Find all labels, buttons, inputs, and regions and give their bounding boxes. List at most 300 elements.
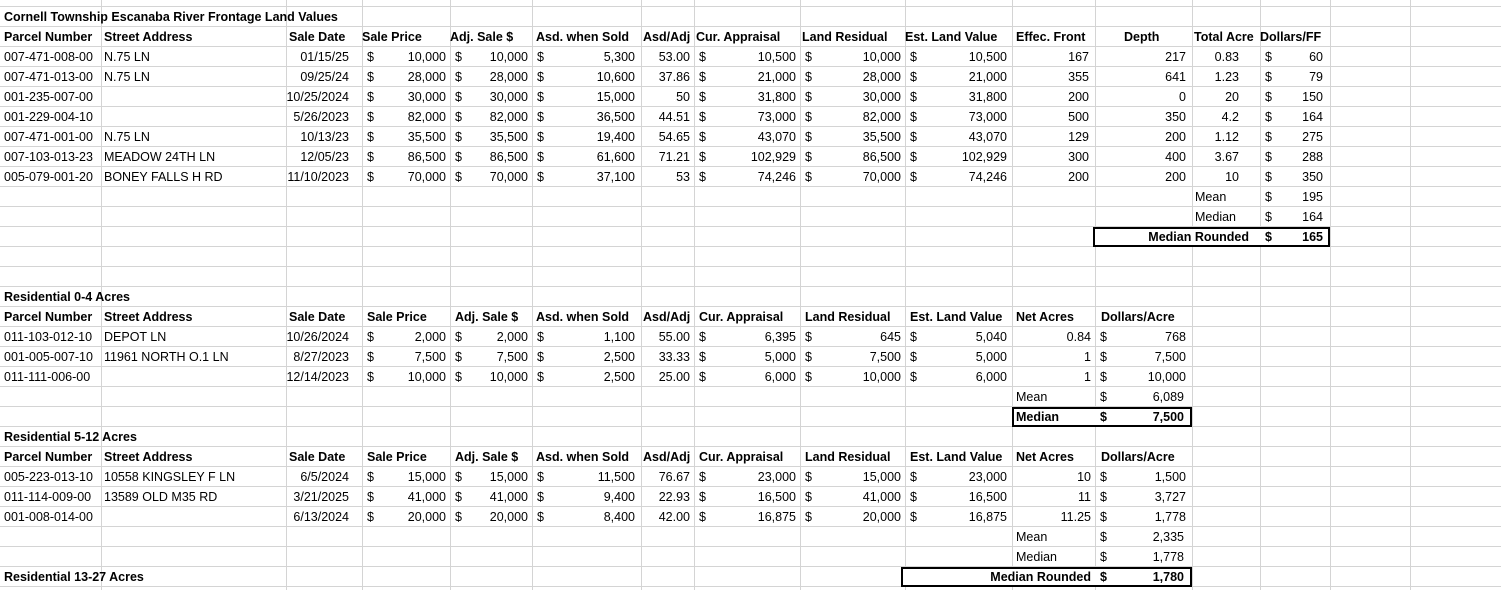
table-cell[interactable]: 23,000 [968,470,1007,484]
currency-symbol: $ [699,50,706,64]
table-cell[interactable]: 7,500 [414,350,446,364]
column-gridline [362,0,363,590]
table-cell[interactable]: 12/05/23 [300,150,349,164]
table-cell[interactable]: 61,600 [596,150,635,164]
row-gridline [0,546,1501,547]
table-cell[interactable]: 11961 NORTH O.1 LN [104,350,229,364]
table-cell[interactable]: 9,400 [603,490,635,504]
table-cell[interactable]: 71.21 [658,150,690,164]
table-cell[interactable]: 21,000 [968,70,1007,84]
table-cell[interactable]: 10,000 [862,50,901,64]
table-cell[interactable]: 35,500 [407,130,446,144]
table-cell[interactable]: 10,000 [407,370,446,384]
table-cell[interactable]: 10,000 [407,50,446,64]
table-cell[interactable]: 3.67 [1214,150,1239,164]
median-label: Median [1016,410,1060,424]
table-cell[interactable]: 641 [1165,70,1186,84]
column-header: Asd/Adj [643,310,691,324]
table-cell[interactable] [104,107,284,127]
table-cell[interactable]: 1,778 [1154,510,1186,524]
table-cell[interactable]: 10,000 [1147,370,1186,384]
column-gridline [694,0,695,590]
column-header: Adj. Sale $ [450,30,514,44]
currency-symbol: $ [367,370,374,384]
currency-symbol: $ [537,330,544,344]
column-header: Parcel Number [4,450,93,464]
median-label: Median [1195,210,1236,224]
column-header: Adj. Sale $ [455,450,519,464]
table-cell[interactable]: 200 [1068,90,1089,104]
currency-symbol: $ [805,490,812,504]
currency-symbol: $ [1100,510,1107,524]
table-cell[interactable]: 41,000 [862,490,901,504]
table-cell[interactable]: 6/13/2024 [293,510,349,524]
currency-symbol: $ [910,170,917,184]
table-cell[interactable]: 005-223-013-10 [4,470,93,484]
currency-symbol: $ [910,370,917,384]
table-cell[interactable]: 164 [1302,110,1323,124]
column-header: Cur. Appraisal [699,450,784,464]
table-cell[interactable]: 37,100 [596,170,635,184]
table-cell[interactable]: 007-471-013-00 [4,70,93,84]
currency-symbol: $ [1265,210,1272,224]
currency-symbol: $ [699,330,706,344]
table-cell[interactable]: 20,000 [407,510,446,524]
currency-symbol: $ [910,330,917,344]
table-cell[interactable]: 10,000 [489,370,528,384]
column-header: Est. Land Value [905,30,998,44]
median-value: 1,778 [1152,550,1184,564]
currency-symbol: $ [455,510,462,524]
currency-symbol: $ [1265,90,1272,104]
table-cell[interactable]: 55.00 [658,330,690,344]
column-header: Depth [1124,30,1160,44]
currency-symbol: $ [455,370,462,384]
table-cell[interactable]: 167 [1068,50,1089,64]
currency-symbol: $ [1100,570,1107,584]
currency-symbol: $ [367,350,374,364]
table-cell[interactable]: 217 [1165,50,1186,64]
table-cell[interactable]: 53 [676,170,690,184]
table-cell[interactable]: 001-005-007-10 [4,350,93,364]
mean-value: 2,335 [1152,530,1184,544]
table-cell[interactable]: 86,500 [407,150,446,164]
column-gridline [800,0,801,590]
table-cell[interactable]: 001-008-014-00 [4,510,93,524]
currency-symbol: $ [1100,470,1107,484]
column-header: Asd/Adj [643,30,691,44]
row-gridline [0,286,1501,287]
table-cell[interactable]: 10/25/2024 [286,90,349,104]
currency-symbol: $ [367,70,374,84]
table-cell[interactable]: 1.23 [1214,70,1239,84]
table-cell[interactable]: 70,000 [407,170,446,184]
currency-symbol: $ [1265,50,1272,64]
table-cell[interactable]: 09/25/24 [300,70,349,84]
median-rounded-label: Median Rounded [990,570,1091,584]
column-header: Asd/Adj [643,450,691,464]
table-cell[interactable]: 3,727 [1154,490,1186,504]
table-cell[interactable]: 0.83 [1214,50,1239,64]
table-cell[interactable]: 6,395 [764,330,796,344]
table-cell[interactable]: 011-103-012-10 [4,330,93,344]
table-cell[interactable]: 15,000 [489,470,528,484]
table-cell[interactable]: 3/21/2025 [293,490,349,504]
table-cell[interactable]: 16,500 [757,490,796,504]
column-header: Street Address [104,30,193,44]
column-gridline [1260,0,1261,590]
table-cell[interactable]: 8/27/2023 [293,350,349,364]
section-title: Residential 13-27 Acres [4,570,144,584]
table-cell[interactable]: 33.33 [658,350,690,364]
table-cell[interactable]: 35,500 [489,130,528,144]
currency-symbol: $ [805,330,812,344]
table-cell[interactable]: 2,000 [414,330,446,344]
table-cell[interactable]: 60 [1309,50,1323,64]
table-cell[interactable]: 20 [1225,90,1239,104]
table-cell[interactable]: 011-111-006-00 [4,370,91,384]
table-cell[interactable]: 10,600 [596,70,635,84]
table-cell[interactable]: 19,400 [596,130,635,144]
table-cell[interactable]: 86,500 [862,150,901,164]
table-cell[interactable]: 20,000 [862,510,901,524]
table-cell[interactable]: 1,500 [1154,470,1186,484]
currency-symbol: $ [367,330,374,344]
table-cell[interactable]: 6,000 [975,370,1007,384]
column-gridline [1330,0,1331,590]
currency-symbol: $ [367,150,374,164]
table-cell[interactable]: 44.51 [658,110,690,124]
currency-symbol: $ [367,90,374,104]
column-header: Dollars/FF [1260,30,1322,44]
table-cell[interactable] [104,367,284,387]
currency-symbol: $ [699,130,706,144]
table-cell[interactable]: BONEY FALLS H RD [104,170,223,184]
table-cell[interactable]: 007-471-001-00 [4,130,93,144]
table-cell[interactable]: 10558 KINGSLEY F LN [104,470,236,484]
table-cell[interactable]: 129 [1068,130,1089,144]
currency-symbol: $ [1100,330,1107,344]
table-cell[interactable]: 0.84 [1066,330,1091,344]
table-cell[interactable]: 8,400 [603,510,635,524]
table-cell[interactable]: 150 [1302,90,1323,104]
currency-symbol: $ [699,150,706,164]
currency-symbol: $ [910,510,917,524]
table-cell[interactable] [104,507,284,527]
median-rounded-value: 165 [1302,230,1323,244]
currency-symbol: $ [455,130,462,144]
row-gridline [0,266,1501,267]
table-cell[interactable]: 1.12 [1214,130,1239,144]
table-cell[interactable]: 6/5/2024 [300,470,349,484]
table-cell[interactable]: 10,000 [862,370,901,384]
currency-symbol: $ [537,110,544,124]
currency-symbol: $ [910,50,917,64]
table-cell[interactable]: 86,500 [489,150,528,164]
table-cell[interactable]: 31,800 [968,90,1007,104]
currency-symbol: $ [537,90,544,104]
column-header: Total Acre [1194,30,1254,44]
currency-symbol: $ [805,50,812,64]
currency-symbol: $ [699,370,706,384]
currency-symbol: $ [1265,130,1272,144]
column-header: Net Acres [1016,310,1074,324]
table-cell[interactable]: N.75 LN [104,130,150,144]
table-cell[interactable]: 23,000 [757,470,796,484]
table-cell[interactable]: 7,500 [869,350,901,364]
currency-symbol: $ [805,90,812,104]
column-header: Dollars/Acre [1101,310,1175,324]
mean-value: 6,089 [1152,390,1184,404]
table-cell[interactable]: 200 [1068,170,1089,184]
median-value: 164 [1302,210,1323,224]
table-cell[interactable]: 76.67 [658,470,690,484]
table-cell[interactable]: 20,000 [489,510,528,524]
table-cell[interactable]: 79 [1309,70,1323,84]
currency-symbol: $ [1100,350,1107,364]
currency-symbol: $ [910,470,917,484]
currency-symbol: $ [805,510,812,524]
table-cell[interactable]: 102,929 [750,150,796,164]
column-header: Asd. when Sold [536,450,630,464]
table-cell[interactable]: 50 [676,90,690,104]
table-cell[interactable]: 16,875 [757,510,796,524]
table-cell[interactable]: 12/14/2023 [286,370,349,384]
currency-symbol: $ [367,130,374,144]
currency-symbol: $ [1265,230,1272,244]
table-cell[interactable]: 10 [1225,170,1239,184]
mean-value: 195 [1302,190,1323,204]
currency-symbol: $ [1100,530,1107,544]
currency-symbol: $ [537,370,544,384]
column-header: Asd. when Sold [536,310,630,324]
currency-symbol: $ [537,170,544,184]
table-cell[interactable]: 500 [1068,110,1089,124]
table-cell[interactable]: 10/26/2024 [286,330,349,344]
currency-symbol: $ [699,510,706,524]
currency-symbol: $ [805,170,812,184]
table-cell[interactable]: 007-471-008-00 [4,50,93,64]
currency-symbol: $ [699,170,706,184]
table-cell[interactable]: 007-103-013-23 [4,150,93,164]
table-cell[interactable]: 011-114-009-00 [4,490,92,504]
table-cell[interactable]: 13589 OLD M35 RD [104,490,218,504]
currency-symbol: $ [367,490,374,504]
currency-symbol: $ [455,170,462,184]
table-cell[interactable]: 400 [1165,150,1186,164]
table-cell[interactable]: 43,070 [968,130,1007,144]
mean-label: Mean [1195,190,1227,204]
currency-symbol: $ [1265,170,1272,184]
currency-symbol: $ [910,90,917,104]
table-cell[interactable]: 74,246 [757,170,796,184]
table-cell[interactable]: 2,500 [603,370,635,384]
currency-symbol: $ [537,510,544,524]
table-cell[interactable]: N.75 LN [104,50,150,64]
column-header: Sale Date [289,310,346,324]
table-cell[interactable]: 42.00 [658,510,690,524]
table-cell[interactable]: 43,070 [757,130,796,144]
currency-symbol: $ [805,350,812,364]
table-cell[interactable]: 355 [1068,70,1089,84]
table-cell[interactable]: 1 [1084,370,1091,384]
table-cell[interactable]: 30,000 [407,90,446,104]
table-cell[interactable]: 82,000 [862,110,901,124]
currency-symbol: $ [367,510,374,524]
table-cell[interactable]: 11/10/2023 [287,170,349,184]
table-cell[interactable]: 15,000 [862,470,901,484]
currency-symbol: $ [537,350,544,364]
currency-symbol: $ [910,350,917,364]
column-header: Land Residual [802,30,888,44]
mean-label: Mean [1016,390,1048,404]
table-cell[interactable]: 1 [1084,350,1091,364]
table-cell[interactable]: 001-229-004-10 [4,110,93,124]
table-cell[interactable]: 5,040 [975,330,1007,344]
table-cell[interactable]: 25.00 [658,370,690,384]
currency-symbol: $ [455,70,462,84]
table-cell[interactable]: 53.00 [658,50,690,64]
currency-symbol: $ [1265,70,1272,84]
currency-symbol: $ [699,70,706,84]
currency-symbol: $ [1100,370,1107,384]
table-cell[interactable]: 11.25 [1060,510,1091,524]
table-cell[interactable]: 10,500 [757,50,796,64]
table-cell[interactable]: 768 [1165,330,1186,344]
table-cell[interactable]: 16,875 [968,510,1007,524]
table-cell[interactable]: 275 [1302,130,1323,144]
column-header: Dollars/Acre [1101,450,1175,464]
table-cell[interactable]: 350 [1302,170,1323,184]
table-cell[interactable]: 82,000 [489,110,528,124]
table-cell[interactable]: 28,000 [862,70,901,84]
table-cell[interactable]: 5/26/2023 [293,110,349,124]
column-header: Parcel Number [4,30,93,44]
table-cell[interactable]: 73,000 [757,110,796,124]
currency-symbol: $ [1265,150,1272,164]
table-cell[interactable]: 35,500 [862,130,901,144]
table-cell[interactable]: 31,800 [757,90,796,104]
table-cell[interactable]: 30,000 [862,90,901,104]
table-cell[interactable]: N.75 LN [104,70,150,84]
table-cell[interactable]: 21,000 [757,70,796,84]
table-cell[interactable]: 10,000 [489,50,528,64]
column-header: Sale Price [367,450,427,464]
currency-symbol: $ [699,490,706,504]
column-header: Sale Price [367,310,427,324]
table-cell[interactable]: DEPOT LN [104,330,167,344]
table-cell[interactable]: 10 [1077,470,1091,484]
table-cell[interactable]: 70,000 [862,170,901,184]
table-cell[interactable]: 6,000 [764,370,796,384]
table-cell[interactable]: 01/15/25 [300,50,349,64]
row-gridline [0,586,1501,587]
table-cell[interactable]: 4.2 [1221,110,1239,124]
table-cell[interactable]: 200 [1165,130,1186,144]
table-cell[interactable]: 288 [1302,150,1323,164]
table-cell[interactable]: 7,500 [1154,350,1186,364]
table-cell[interactable]: MEADOW 24TH LN [104,150,216,164]
table-cell[interactable]: 15,000 [407,470,446,484]
column-header: Street Address [104,310,193,324]
table-cell[interactable]: 28,000 [489,70,528,84]
table-cell[interactable]: 300 [1068,150,1089,164]
median-value: 7,500 [1152,410,1184,424]
table-cell[interactable]: 41,000 [407,490,446,504]
table-cell[interactable]: 30,000 [489,90,528,104]
table-cell[interactable]: 10/13/23 [300,130,349,144]
table-cell[interactable]: 645 [880,330,901,344]
table-cell[interactable]: 70,000 [489,170,528,184]
column-header: Est. Land Value [910,450,1003,464]
column-header: Sale Date [289,30,346,44]
column-header: Land Residual [805,310,891,324]
currency-symbol: $ [805,70,812,84]
median-rounded-value: 1,780 [1152,570,1184,584]
row-gridline [0,426,1501,427]
table-cell[interactable]: 82,000 [407,110,446,124]
table-cell[interactable]: 22.93 [658,490,690,504]
currency-symbol: $ [537,70,544,84]
table-cell[interactable]: 0 [1179,90,1186,104]
table-cell[interactable]: 200 [1165,170,1186,184]
table-cell[interactable] [104,87,284,107]
table-cell[interactable]: 74,246 [968,170,1007,184]
currency-symbol: $ [455,50,462,64]
table-cell[interactable]: 7,500 [496,350,528,364]
table-cell[interactable]: 28,000 [407,70,446,84]
table-cell[interactable]: 5,000 [764,350,796,364]
column-header: Street Address [104,450,193,464]
currency-symbol: $ [1100,490,1107,504]
currency-symbol: $ [367,170,374,184]
column-gridline [532,0,533,590]
currency-symbol: $ [699,110,706,124]
table-cell[interactable]: 11,500 [597,470,635,484]
table-cell[interactable]: 11 [1078,490,1091,504]
column-header: Cur. Appraisal [696,30,781,44]
table-cell[interactable]: 54.65 [658,130,690,144]
table-cell[interactable]: 5,300 [603,50,635,64]
table-cell[interactable]: 102,929 [961,150,1007,164]
table-cell[interactable]: 1,100 [603,330,635,344]
currency-symbol: $ [1265,110,1272,124]
table-cell[interactable]: 15,000 [596,90,635,104]
currency-symbol: $ [910,110,917,124]
table-cell[interactable]: 73,000 [968,110,1007,124]
currency-symbol: $ [455,90,462,104]
median-rounded-label: Median Rounded [1148,230,1249,244]
table-cell[interactable]: 36,500 [596,110,635,124]
column-header: Sale Date [289,450,346,464]
table-cell[interactable]: 41,000 [489,490,528,504]
table-cell[interactable]: 10,500 [968,50,1007,64]
currency-symbol: $ [367,470,374,484]
table-cell[interactable]: 350 [1165,110,1186,124]
table-cell[interactable]: 16,500 [968,490,1007,504]
table-cell[interactable]: 005-079-001-20 [4,170,93,184]
table-cell[interactable]: 2,000 [496,330,528,344]
table-cell[interactable]: 5,000 [975,350,1007,364]
currency-symbol: $ [537,50,544,64]
currency-symbol: $ [455,150,462,164]
table-cell[interactable]: 2,500 [603,350,635,364]
currency-symbol: $ [537,130,544,144]
table-cell[interactable]: 37.86 [658,70,690,84]
currency-symbol: $ [455,470,462,484]
currency-symbol: $ [1100,390,1107,404]
table-cell[interactable]: 001-235-007-00 [4,90,93,104]
